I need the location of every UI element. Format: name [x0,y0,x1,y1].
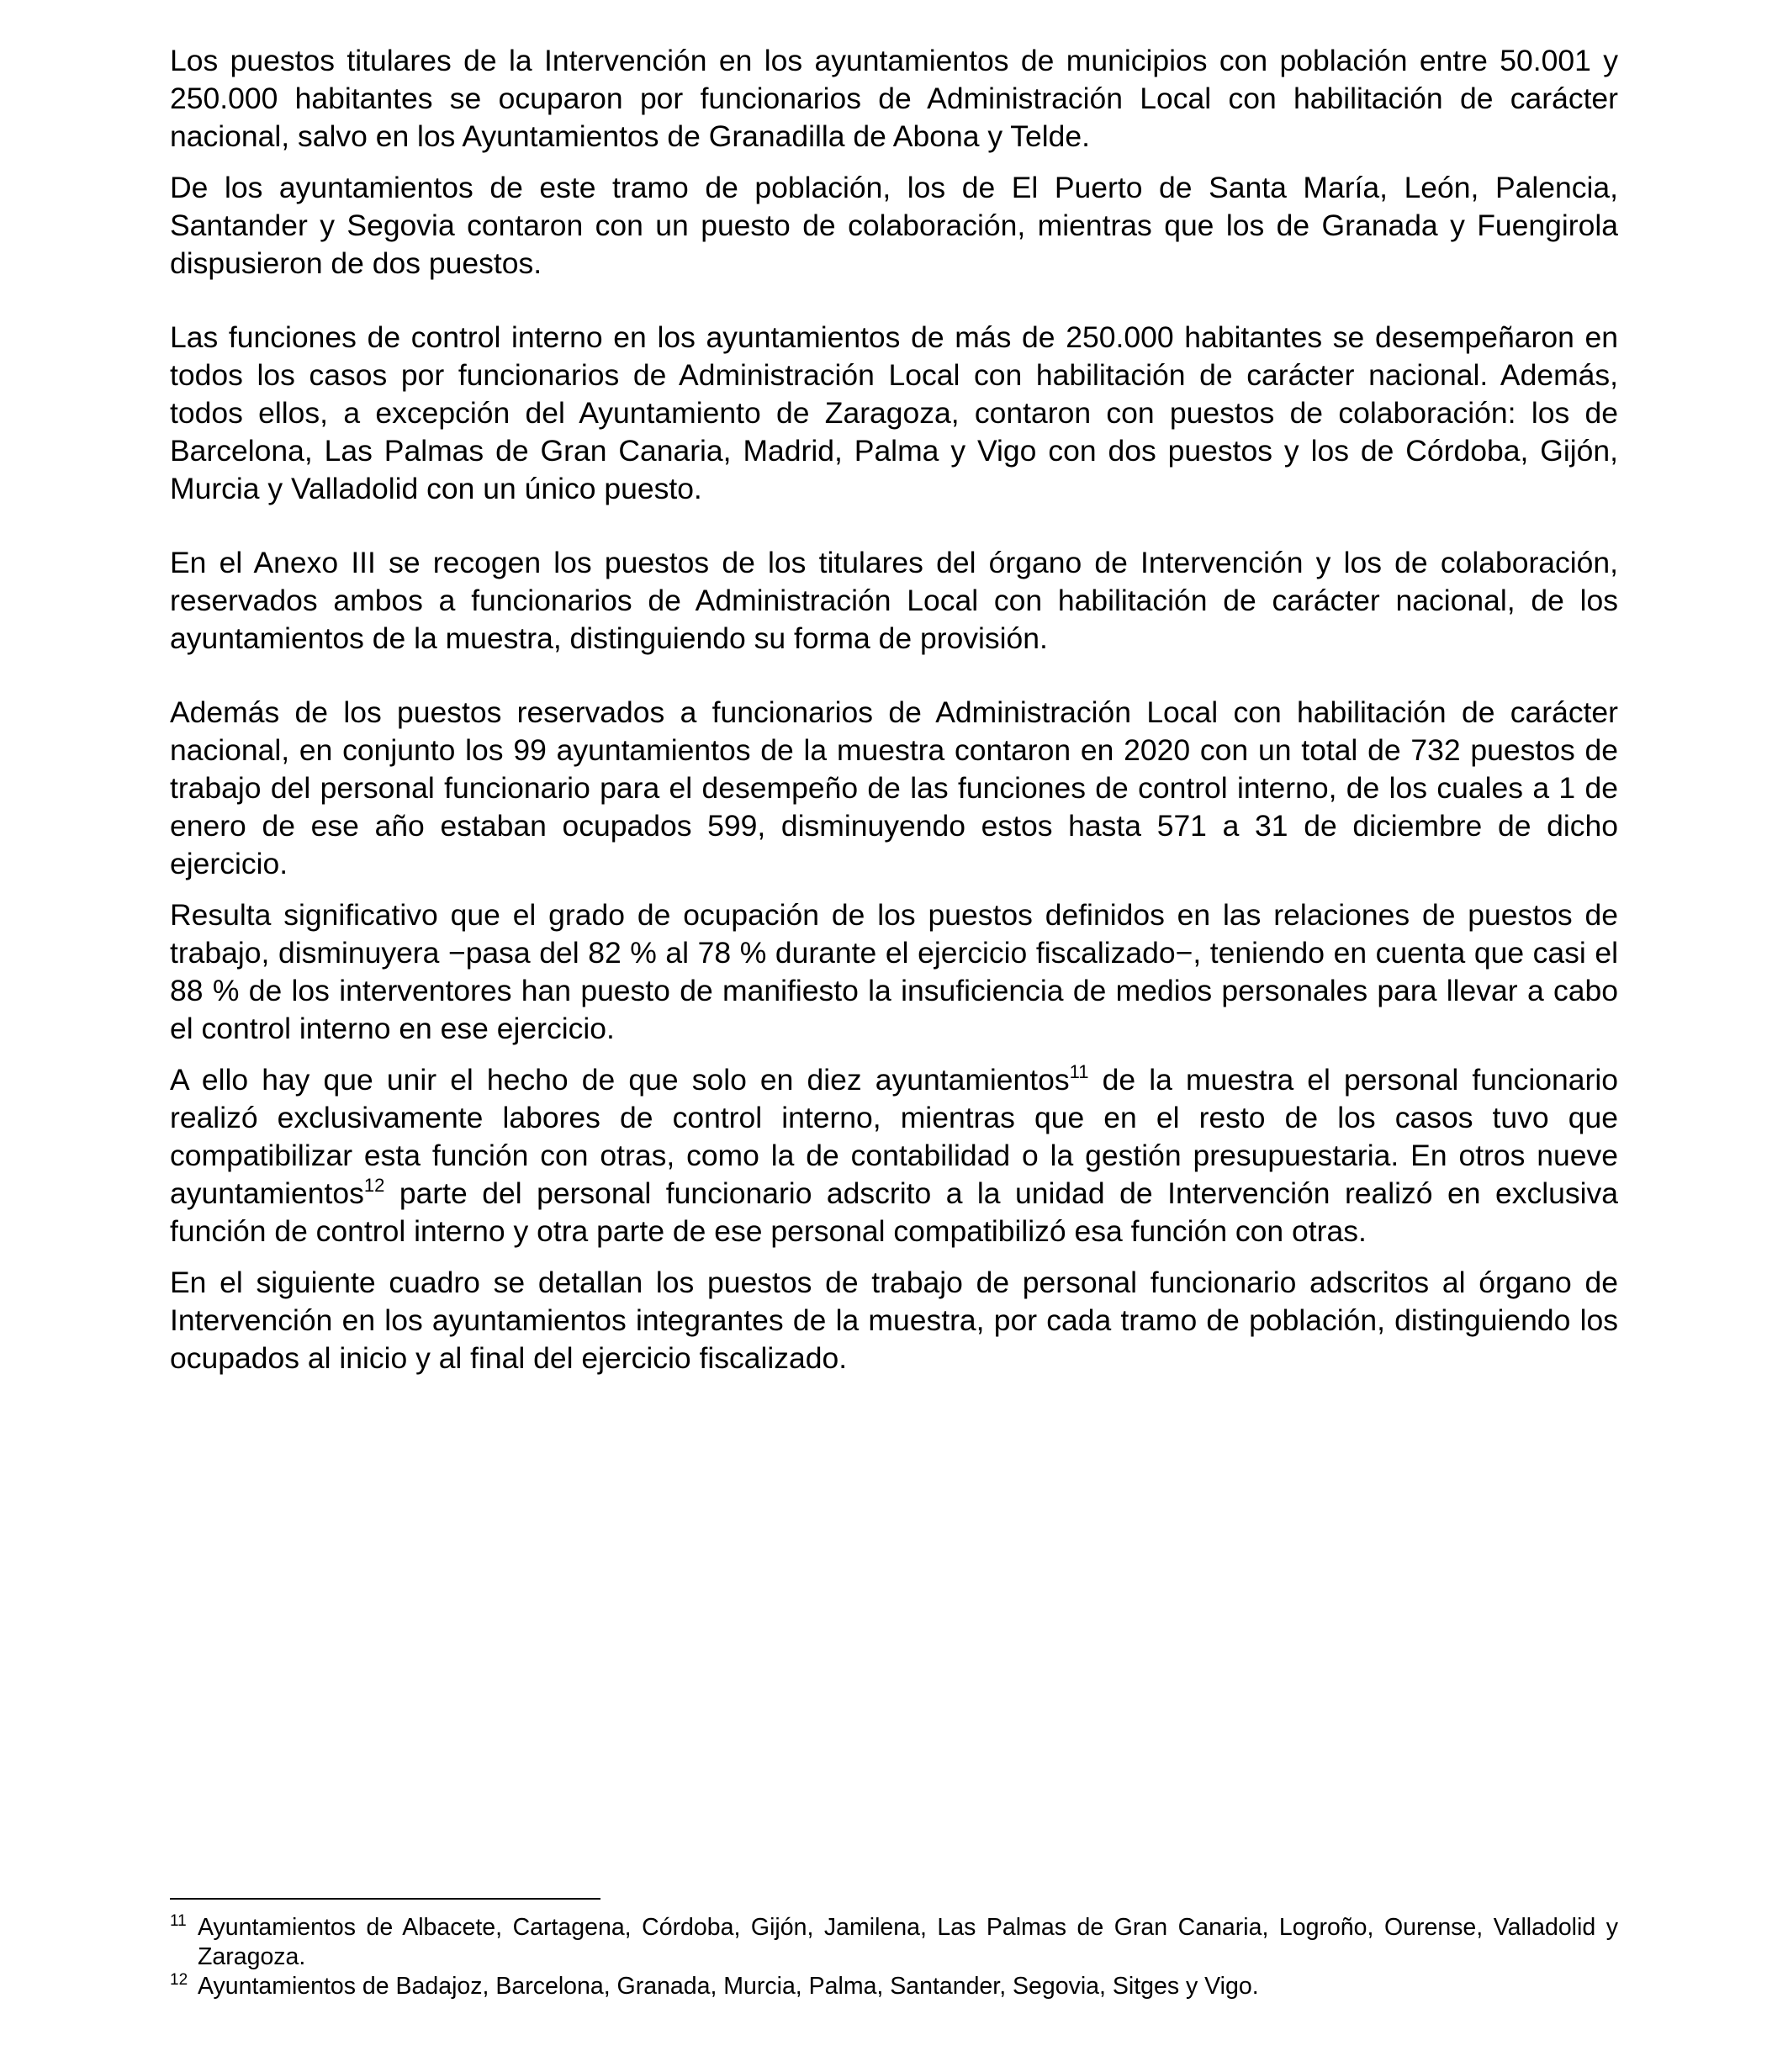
paragraph-1: Los puestos titulares de la Intervención en los ayuntamientos de municipios con población entre 50.001 y 250.000 habitantes se ocuparon por funcionarios de Administración Local con habilitación de carácter nacional, salvo en los Ayuntamientos de Granadilla de Abona y Telde. [170,44,1618,153]
paragraph-7-part-3: parte del personal funcionario adscrito a la unidad de Intervención realizó en exclusiva función de control interno y otra parte de ese personal compatibilizó esa función con otras. [170,1176,1618,1248]
paragraph-8: En el siguiente cuadro se detallan los puestos de trabajo de personal funcionario adscritos al órgano de Intervención en los ayuntamientos integrantes de la muestra, por cada tramo de población, distinguiendo los ocupados al inicio y al final del ejercicio fiscalizado. [170,1266,1618,1375]
footnote-11 [170,1913,1618,1972]
paragraph-7-part-2: de la muestra el personal funcionario realizó exclusivamente labores de control interno, mientras que en el resto de los casos tuvo que compatibilizar esta función con otras, como la de contabilidad o la gestión presupuestaria. En otros nueve ayuntamientos [170,1063,1618,1210]
footnote-number: 12 [170,1971,188,1989]
document-body [170,42,1618,1377]
footnote-ref-11[interactable]: 11 [1069,1061,1089,1082]
footnote-12 [170,1972,1618,2001]
paragraph-2: De los ayuntamientos de este tramo de población, los de El Puerto de Santa María, León, Palencia, Santander y Segovia contaron con un puesto de colaboración, mientras que los de Granada y Fuengirola dispusieron de dos puestos. [170,171,1618,280]
footnote-ref-12[interactable]: 12 [363,1175,385,1196]
paragraph-7 [170,1061,1618,1250]
footnote-text: Ayuntamientos de Albacete, Cartagena, Córdoba, Gijón, Jamilena, Las Palmas de Gran Canaria, Logroño, Ourense, Valladolid y Zaragoza. [198,1914,1618,1970]
paragraph-5: Además de los puestos reservados a funcionarios de Administración Local con habilitación de carácter nacional, en conjunto los 99 ayuntamientos de la muestra contaron en 2020 con un total de 732 puestos de trabajo del personal funcionario para el desempeño de las funciones de control interno, de los cuales a 1 de enero de ese año estaban ocupados 599, disminuyendo estos hasta 571 a 31 de diciembre de dicho ejercicio. [170,695,1618,880]
footnote-number: 11 [170,1912,187,1930]
paragraph-3: Las funciones de control interno en los ayuntamientos de más de 250.000 habitantes se desempeñaron en todos los casos por funcionarios de Administración Local con habilitación de carácter nacional. Además, todos ellos, a excepción del Ayuntamiento de Zaragoza, contaron con puestos de colaboración: los de Barcelona, Las Palmas de Gran Canaria, Madrid, Palma y Vigo con dos puestos y los de Córdoba, Gijón, Murcia y Valladolid con un único puesto. [170,320,1618,505]
paragraph-4: En el Anexo III se recogen los puestos de los titulares del órgano de Intervención y los de colaboración, reservados ambos a funcionarios de Administración Local con habilitación de carácter nacional, de los ayuntamientos de la muestra, distinguiendo su forma de provisión. [170,546,1618,655]
footnotes [170,1913,1618,2001]
paragraph-6: Resulta significativo que el grado de ocupación de los puestos definidos en las relaciones de puestos de trabajo, disminuyera −pasa del 82 % al 78 % durante el ejercicio fiscalizado−, teniendo en cuenta que casi el 88 % de los interventores han puesto de manifiesto la insuficiencia de medios personales para llevar a cabo el control interno en ese ejercicio. [170,898,1618,1045]
footnote-text: Ayuntamientos de Badajoz, Barcelona, Granada, Murcia, Palma, Santander, Segovia, Sitges y Vigo. [198,1973,1259,2000]
paragraph-7-part-1: A ello hay que unir el hecho de que solo en diez ayuntamientos [170,1063,1070,1097]
footnote-divider [170,1898,600,1900]
